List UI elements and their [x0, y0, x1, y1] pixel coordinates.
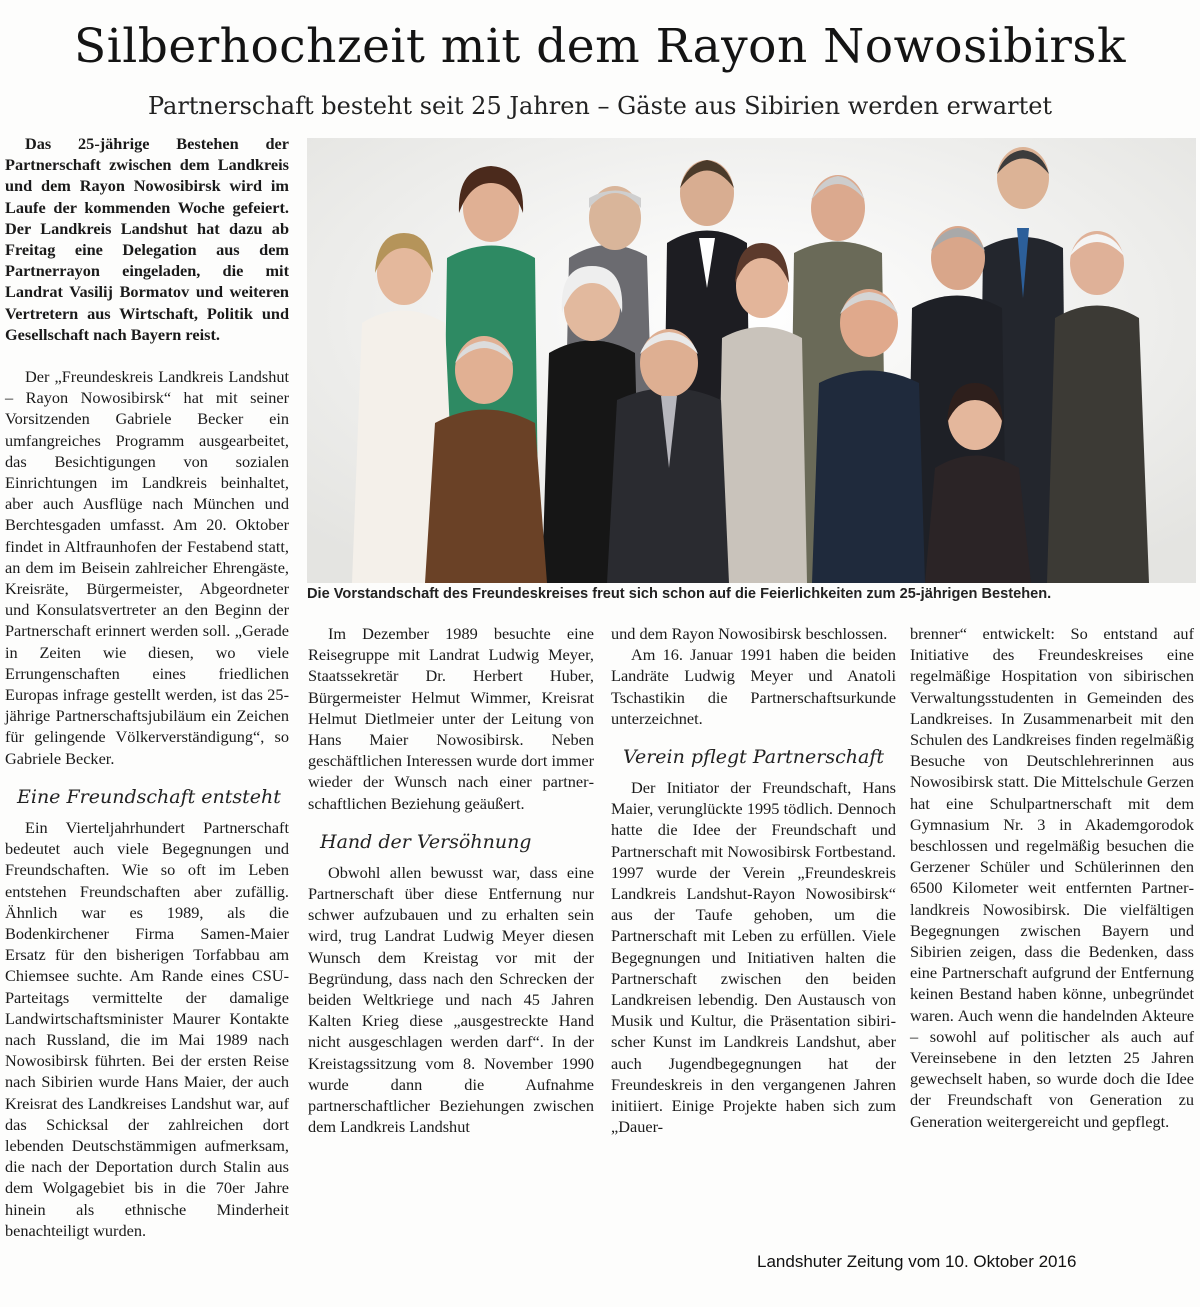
paragraph: Der Initiator der Freundschaft, Hans Maier, verunglückte 1995 tödlich. Dennoch hatte die Idee der Freundschaft und Partnerschaft mit Nowosibirsk Fortbestand. 1997 wurde der Verein „Freundeskreis Landkreis Landshut-Rayon Nowosibirsk“ aus der Taufe gehoben, um die Partnerschaft mit Leben zu erfüllen. Viele Begegnungen und Initiativen halten die Partnerschaft zwischen den beiden Landkreisen lebendig. Den Austausch von Musik und Kultur, die Präsentation sibirischer Kunst im Landkreis Landshut, aber auch Jugendbegegnungen hat der Freundeskreis in den vergangenen Jahren initiiert. Einige Projekte haben sich zum „Dauer- [611, 778, 896, 1137]
text-column-2 [308, 623, 594, 1137]
paragraph: und dem Rayon Nowosibirsk beschlossen. [611, 624, 888, 643]
photo-caption: Die Vorstandschaft des Freundeskreises freut sich schon auf die Feierlichkeiten zum 25-jährigen Bestehen. [307, 586, 1052, 602]
source-note: Landshuter Zeitung vom 10. Oktober 2016 [757, 1252, 1077, 1271]
text-column-3 [611, 623, 896, 1137]
section-heading: Verein pflegt Partnerschaft [623, 746, 884, 769]
section-heading: Eine Freundschaft entsteht [17, 785, 281, 808]
paragraph: brenner“ entwickelt: So entstand auf Initiative des Freundeskreises eine regelmäßige Hospitation von sibirischen Verwaltungsstudenten in Gemeinden des Landkreises. In Zusammenarbeit mit den Schulen des Landkreises finden regelmäßig Besuche von Deutschlehrerinnen aus Nowosibirsk statt. Die Mittelschule Gerzen hat eine Schulpartnerschaft mit dem Gymnasium Nr. 3 in Akademgorodok beschlossen und regelmäßig besuchen die Gerzener Schüler und Schülerinnen den 6500 Kilometer weit entfernten Partnerlandkreis Nowosibirsk. Die vielfältigen Begegnungen zwischen Bayern und Sibirien zeigen, dass die Bedenken, dass eine Partnerschaft aufgrund der Entfernung keinen Bestand haben könne, unbegründet waren. Auch wenn die handelnden Akteure – sowohl auf politischer als auch auf Vereinsebene in den letzten 25 Jahren gewechselt haben, so wurde doch die Idee der Freundschaft von Generation zu Generation weitergereicht und gepflegt. [910, 624, 1194, 1131]
paragraph: Am 16. Januar 1991 haben die beiden Landräte Ludwig Meyer und Anatoli Tschastikin die Partnerschaftsurkunde unterzeichnet. [611, 645, 896, 728]
lead-paragraph: Das 25-jährige Bestehen der Partnerschaft zwischen dem Landkreis und dem Rayon Nowosibirsk wird im Laufe der kommenden Woche gefeiert. Der Landkreis Landshut hat dazu ab Freitag eine Delegation aus dem Partnerrayon eingeladen, die mit Landrat Vasilij Bormatov und weiteren Vertretern aus Wirtschaft, Politik und Gesellschaft nach Bayern reist. [5, 134, 289, 344]
paragraph: Der „Freundeskreis Landkreis Landshut – Rayon Nowosibirsk“ hat mit seiner Vorsitzenden Gabriele Becker ein umfangreiches Programm ausgearbeitet, das Besichtigungen von sozialen Einrichtungen im Landkreis beinhaltet, aber auch Ausflüge nach München und Berchtesgaden umfasst. Am 20. Oktober findet in Altfraunhofen der Festabend statt, an dem im Beisein zahlreicher Ehrengäste, Kreisräte, Bürgermeister, Abgeordneter und Konsulatsvertreter an den Beginn der Partnerschaft erinnert werden soll. „Gerade in Zeiten wie diesen, wo viele Errungenschaften eines friedlichen Europas infrage gestellt werden, ist das 25-jährige Partnerschaftsjubiläum ein Zeichen für gelingende Völkerverständigung“, so Gabriele Becker. [5, 367, 289, 768]
text-column-4 [910, 623, 1194, 1132]
group-photo [307, 138, 1196, 583]
text-column-1 [5, 133, 289, 1241]
paragraph: Obwohl allen bewusst war, dass eine Partnerschaft über diese Entfernung nur schwer aufzubauen und zu erhalten sein wird, trug Landrat Ludwig Meyer diesen Wunsch dem Kreistag vor mit der Begründung, dass nach den Schrecken der beiden Weltkriege und nach 45 Jahren Kalten Krieg diese „ausgestreckte Hand nicht ausgeschlagen werden darf“. In der Kreistagssitzung vom 8. November 1990 wurde dann die Aufnahme partnerschaftlicher Beziehungen zwischen dem Landkreis Landshut [308, 862, 594, 1137]
paragraph: Im Dezember 1989 besuchte eine Reisegruppe mit Landrat Ludwig Meyer, Staatssekretär Dr. Herbert Huber, Bürgermeister Helmut Wimmer, Kreisrat Helmut Dietlmeier unter der Leitung von Hans Maier Nowosibirsk. Neben geschäftlichen Interessen wurde dort immer wieder der Wunsch nach einer partnerschaftlichen Beziehung geäußert. [308, 624, 594, 813]
article-headline: Silberhochzeit mit dem Rayon Nowosibirsk [74, 19, 1126, 74]
paragraph: Ein Vierteljahrhundert Partnerschaft bedeutet auch viele Begegnungen und Freundschaften. Wie so oft im Leben entstehen Freundschaften aber zufällig. Ähnlich war es 1989, als die Bodenkirchener Firma Samen-Maier Ersatz für den bisherigen Torfabbau am Chiemsee suchte. Am Rande eines CSU-Parteitags vermittelte der damalige Landwirtschaftsminister Maurer Kontakte nach Russland, die im Mai 1989 nach Nowosibirsk führten. Bei der ersten Reise nach Sibirien wurde Hans Maier, der auch Kreisrat des Landkreises Landshut war, auf das Schicksal der zahlreichen dort lebenden Deutschstämmigen aufmerksam, die nach der Deportation durch Stalin aus dem Wolgagebiet bis in die 70er Jahre hinein als ethnische Minderheit benachteiligt wurden. [5, 817, 289, 1240]
section-heading: Hand der Versöhnung [320, 830, 532, 853]
group-photo-image [307, 138, 1196, 583]
article-subheadline: Partnerschaft besteht seit 25 Jahren – Gäste aus Sibirien werden erwartet [147, 92, 1053, 120]
